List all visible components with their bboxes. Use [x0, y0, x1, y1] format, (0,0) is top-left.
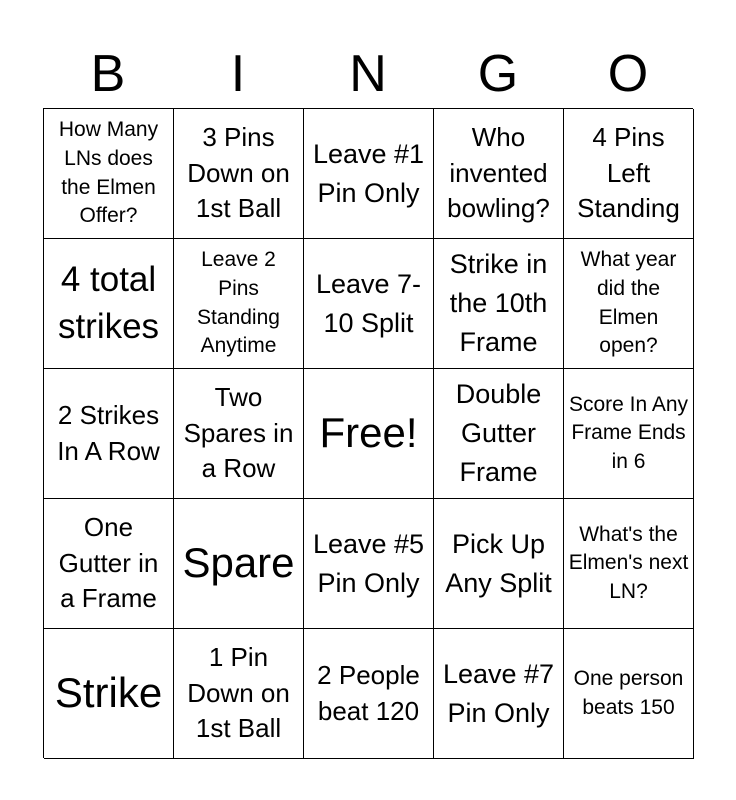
bingo-cell-r4-c4[interactable]: [434, 499, 564, 629]
cell-text: Strike: [54, 669, 163, 717]
bingo-cell-r4-c1[interactable]: [44, 499, 174, 629]
header-letter-o: O: [607, 45, 649, 103]
cell-text: Two Spares in a Row: [183, 382, 294, 484]
header-letter-n: N: [349, 45, 387, 103]
bingo-cell-r5-c5[interactable]: [564, 629, 694, 759]
bingo-board: [43, 108, 693, 758]
bingo-cell-r2-c4[interactable]: [434, 239, 564, 369]
bingo-cell-r3-c2[interactable]: [174, 369, 304, 499]
bingo-cell-r5-c3[interactable]: [304, 629, 434, 759]
cell-text: Leave #1 Pin Only: [312, 138, 425, 208]
bingo-cell-r5-c4[interactable]: [434, 629, 564, 759]
cell-text: 4 Pins Left Standing: [577, 122, 680, 224]
cell-text: One Gutter in a Frame: [58, 512, 159, 614]
bingo-cell-r2-c1[interactable]: [44, 239, 174, 369]
bingo-cell-r1-c1[interactable]: [44, 109, 174, 239]
bingo-cell-r5-c1[interactable]: [44, 629, 174, 759]
cell-text: 2 Strikes In A Row: [57, 400, 160, 466]
cell-text: Leave 7-10 Split: [315, 268, 422, 338]
cell-text: Leave 2 Pins Standing Anytime: [197, 248, 280, 358]
bingo-cell-r3-c5[interactable]: [564, 369, 694, 499]
cell-text: 3 Pins Down on 1st Ball: [187, 122, 290, 224]
bingo-cell-r1-c3[interactable]: [304, 109, 434, 239]
bingo-cell-r1-c2[interactable]: [174, 109, 304, 239]
cell-text: Leave #7 Pin Only: [442, 658, 555, 728]
bingo-cell-r4-c3[interactable]: [304, 499, 434, 629]
bingo-cell-r3-c1[interactable]: [44, 369, 174, 499]
bingo-cell-r4-c2[interactable]: [174, 499, 304, 629]
header-letter-i: I: [230, 45, 246, 103]
bingo-header: [43, 40, 693, 108]
cell-text: Pick Up Any Split: [445, 528, 552, 598]
cell-text: Who invented bowling?: [447, 122, 550, 224]
header-letter-g: G: [477, 45, 519, 103]
bingo-cell-r4-c5[interactable]: [564, 499, 694, 629]
cell-text: Score In Any Frame Ends in 6: [568, 392, 689, 473]
bingo-cell-r3-c4[interactable]: [434, 369, 564, 499]
cell-text: Double Gutter Frame: [455, 379, 542, 487]
bingo-cell-r2-c3[interactable]: [304, 239, 434, 369]
bingo-cell-r1-c4[interactable]: [434, 109, 564, 239]
cell-text: What's the Elmen's next LN?: [568, 522, 689, 603]
cell-text: Free!: [319, 409, 418, 457]
cell-text: 4 total strikes: [57, 260, 160, 346]
cell-text: Leave #5 Pin Only: [312, 528, 425, 598]
cell-text: What year did the Elmen open?: [580, 248, 677, 358]
cell-text: Spare: [182, 539, 295, 587]
cell-text: One person beats 150: [573, 666, 684, 719]
bingo-cell-r1-c5[interactable]: [564, 109, 694, 239]
cell-text: How Many LNs does the Elmen Offer?: [58, 118, 159, 228]
bingo-cell-r2-c2[interactable]: [174, 239, 304, 369]
header-letter-b: B: [90, 45, 126, 103]
cell-text: 2 People beat 120: [317, 660, 420, 726]
bingo-cell-r5-c2[interactable]: [174, 629, 304, 759]
cell-text: Strike in the 10th Frame: [449, 249, 548, 357]
bingo-cell-r2-c5[interactable]: [564, 239, 694, 369]
bingo-cell-free[interactable]: [304, 369, 434, 499]
cell-text: 1 Pin Down on 1st Ball: [187, 642, 290, 744]
